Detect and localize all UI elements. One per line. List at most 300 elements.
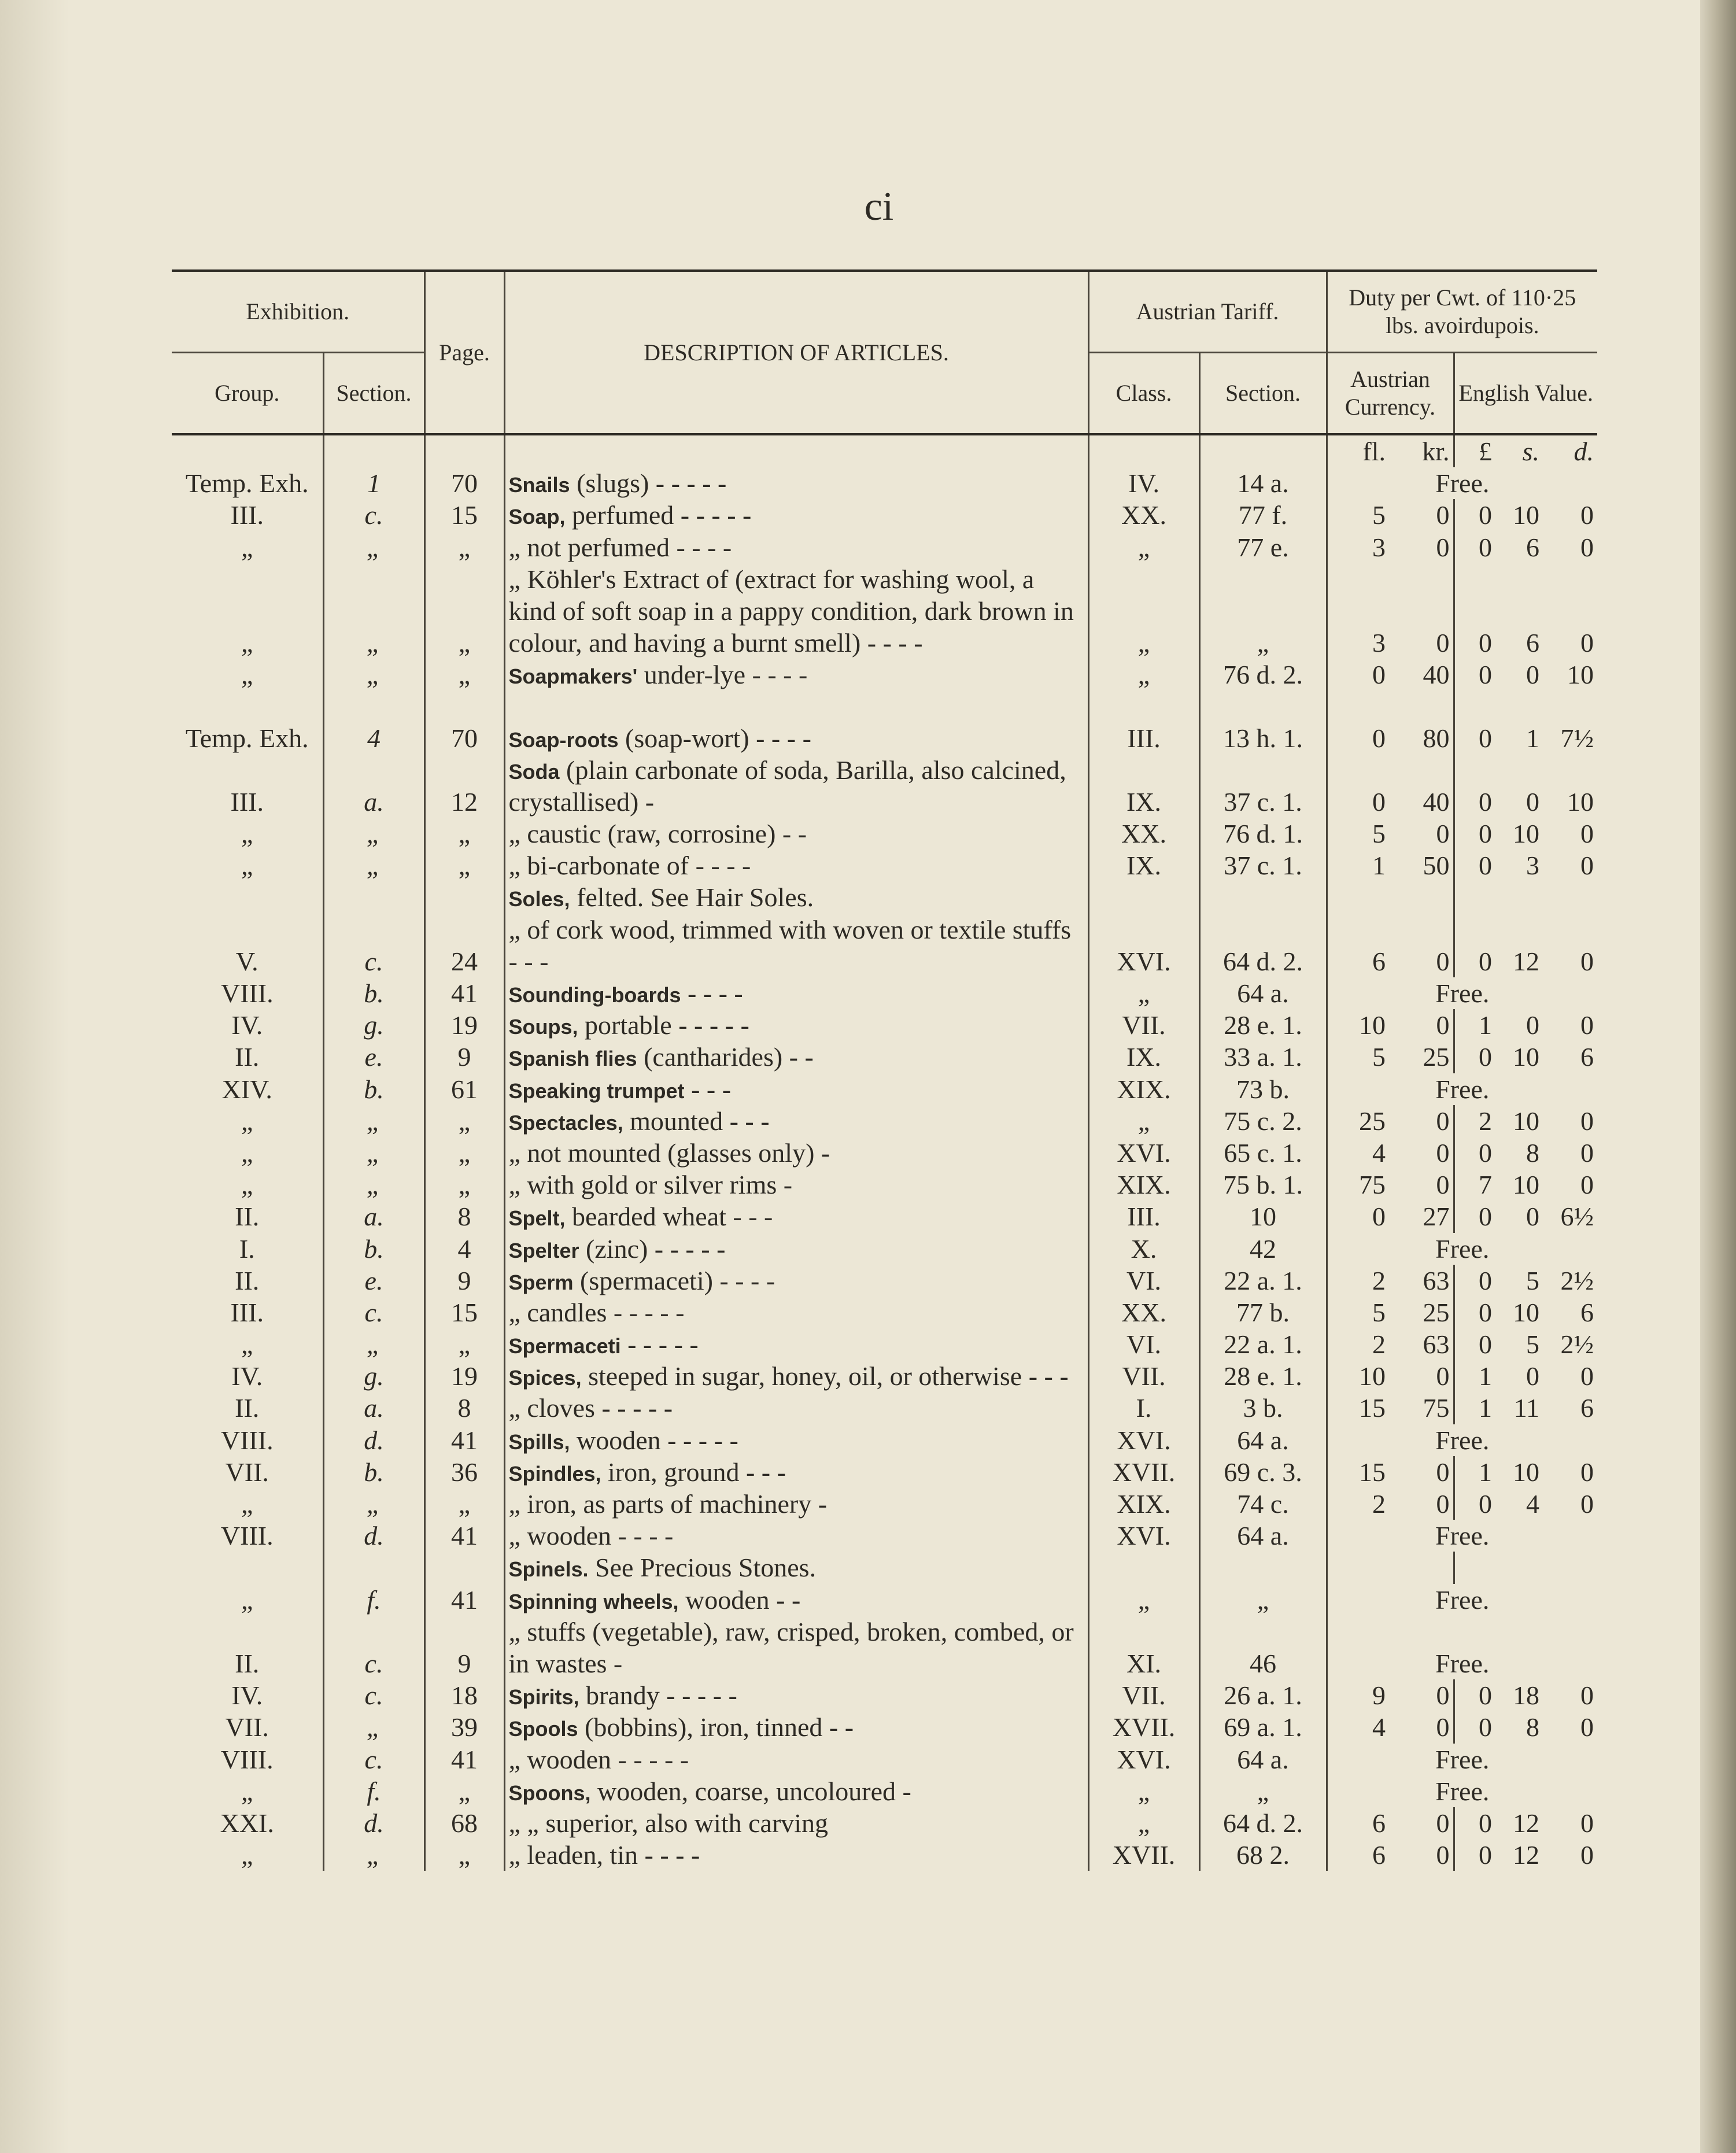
article-text: (slugs) - - - - - bbox=[570, 468, 727, 498]
kreuzer-cell bbox=[1389, 881, 1454, 913]
article-text: „ iron, as parts of machinery - bbox=[508, 1489, 828, 1519]
free-cell: Free. bbox=[1327, 1233, 1597, 1265]
tariff-section-cell: 77 b. bbox=[1199, 1297, 1327, 1328]
table-row bbox=[172, 1360, 1597, 1392]
section-cell: „ bbox=[323, 1488, 424, 1520]
group-cell: „ bbox=[241, 532, 253, 562]
tariff-section-cell: „ bbox=[1199, 1775, 1327, 1807]
pence-cell: 2½ bbox=[1560, 1330, 1594, 1360]
group-cell: II. bbox=[235, 1393, 260, 1423]
table-row bbox=[172, 881, 1597, 913]
tariff-section-cell: 75 c. 2. bbox=[1199, 1105, 1327, 1137]
header-page: Page. bbox=[424, 271, 504, 434]
pence-cell: 6 bbox=[1580, 1297, 1594, 1327]
group-cell: „ bbox=[241, 1840, 253, 1870]
pound-cell: 2 bbox=[1454, 1105, 1495, 1137]
pound-cell: 0 bbox=[1454, 1265, 1495, 1297]
article-text: - - - - - bbox=[620, 1330, 699, 1360]
page-cell: 36 bbox=[424, 1456, 504, 1488]
class-cell: VI. bbox=[1088, 1328, 1199, 1360]
class-cell: „ bbox=[1088, 1105, 1199, 1137]
article-text: (spermaceti) - - - - bbox=[573, 1265, 775, 1295]
article-text: wooden - - - - - bbox=[570, 1425, 738, 1455]
group-cell: VIII. bbox=[220, 1425, 274, 1455]
page-cell: „ bbox=[424, 659, 504, 690]
pence-cell bbox=[1543, 881, 1597, 913]
page-cell bbox=[424, 1552, 504, 1583]
class-cell: „ bbox=[1088, 563, 1199, 659]
page-cell: 41 bbox=[424, 1520, 504, 1552]
shilling-cell: 1 bbox=[1526, 723, 1539, 753]
tariff-section-cell: 68 2. bbox=[1199, 1839, 1327, 1871]
kreuzer-cell bbox=[1389, 1552, 1454, 1583]
article-text: bearded wheat - - - bbox=[565, 1202, 773, 1232]
description-cell bbox=[504, 1584, 1088, 1616]
table-row bbox=[172, 531, 1597, 563]
pound-cell: 0 bbox=[1454, 722, 1495, 754]
pence-cell: 0 bbox=[1580, 1170, 1594, 1200]
pound-cell: 0 bbox=[1454, 914, 1495, 977]
pence-cell: 7½ bbox=[1560, 723, 1594, 753]
kreuzer-cell: 63 bbox=[1423, 1265, 1450, 1295]
pence-cell: 0 bbox=[1580, 1106, 1594, 1136]
class-cell: „ bbox=[1088, 659, 1199, 690]
page-cell: 8 bbox=[424, 1201, 504, 1232]
section-cell: „ bbox=[323, 563, 424, 659]
group-cell: „ bbox=[241, 1585, 253, 1615]
page-cell: 41 bbox=[424, 1744, 504, 1775]
article-text: mounted - - - bbox=[623, 1106, 770, 1136]
class-cell: XVII. bbox=[1088, 1839, 1199, 1871]
group-cell: „ bbox=[241, 628, 253, 658]
florin-cell: 4 bbox=[1327, 1137, 1389, 1169]
shilling-cell: 0 bbox=[1526, 1361, 1539, 1391]
florin-cell: 0 bbox=[1327, 659, 1389, 690]
article-keyword: Spanish flies bbox=[508, 1047, 637, 1071]
group-cell: V. bbox=[235, 946, 258, 976]
tariff-section-cell: 28 e. 1. bbox=[1199, 1360, 1327, 1392]
article-keyword: Spinels. bbox=[508, 1557, 589, 1582]
table-row bbox=[172, 977, 1597, 1009]
section-cell: d. bbox=[323, 1424, 424, 1456]
section-cell: „ bbox=[323, 659, 424, 690]
group-cell bbox=[172, 1552, 323, 1583]
description-cell bbox=[504, 563, 1088, 659]
article-text: „ wooden - - - - - bbox=[508, 1744, 689, 1774]
pence-cell: 0 bbox=[1580, 1840, 1594, 1870]
table-row bbox=[172, 499, 1597, 531]
article-keyword: Spools bbox=[508, 1717, 578, 1741]
article-keyword: Spoons, bbox=[508, 1781, 591, 1805]
class-cell: XVI. bbox=[1088, 1520, 1199, 1552]
table-row bbox=[172, 1297, 1597, 1328]
section-cell: a. bbox=[323, 754, 424, 818]
tariff-section-cell: 64 a. bbox=[1199, 1520, 1327, 1552]
shilling-cell: 10 bbox=[1513, 500, 1539, 530]
page-cell: „ bbox=[424, 1169, 504, 1201]
class-cell: XVI. bbox=[1088, 914, 1199, 977]
table-row bbox=[172, 1328, 1597, 1360]
group-cell: „ bbox=[241, 1776, 253, 1806]
table-row bbox=[172, 1711, 1597, 1743]
article-text: „ stuffs (vegetable), raw, crisped, broken, combed, or in wastes - bbox=[508, 1616, 1074, 1678]
pence-cell: 2½ bbox=[1560, 1265, 1594, 1295]
shilling-cell: 18 bbox=[1513, 1681, 1539, 1711]
table-row bbox=[172, 659, 1597, 690]
group-cell: „ bbox=[241, 660, 253, 690]
table-row bbox=[172, 1073, 1597, 1105]
free-cell: Free. bbox=[1327, 1424, 1597, 1456]
kreuzer-cell: 0 bbox=[1436, 628, 1450, 658]
section-cell: c. bbox=[323, 1679, 424, 1711]
group-cell: VII. bbox=[225, 1457, 269, 1487]
pence-cell: 0 bbox=[1580, 819, 1594, 849]
section-cell: e. bbox=[323, 1265, 424, 1297]
shilling-cell bbox=[1495, 881, 1543, 913]
shilling-cell: 0 bbox=[1526, 660, 1539, 690]
florin-cell: 2 bbox=[1327, 1488, 1389, 1520]
group-cell: „ bbox=[241, 1138, 253, 1168]
tariff-section-cell: 46 bbox=[1199, 1616, 1327, 1679]
page-cell: „ bbox=[424, 818, 504, 850]
header-tariff-section: Section. bbox=[1199, 353, 1327, 435]
florin-cell: 9 bbox=[1327, 1679, 1389, 1711]
pound-cell: 1 bbox=[1454, 1456, 1495, 1488]
page-cell: 41 bbox=[424, 1584, 504, 1616]
header-group: Group. bbox=[215, 380, 280, 406]
group-cell: IV. bbox=[231, 1681, 263, 1711]
tariff-section-cell: 64 d. 2. bbox=[1199, 1807, 1327, 1839]
section-cell: c. bbox=[323, 1744, 424, 1775]
group-cell: Temp. Exh. bbox=[185, 723, 309, 753]
group-cell: „ bbox=[241, 819, 253, 849]
section-cell: „ bbox=[323, 1137, 424, 1169]
tariff-section-cell: 26 a. 1. bbox=[1199, 1679, 1327, 1711]
shilling-cell: 6 bbox=[1526, 628, 1539, 658]
section-cell: a. bbox=[323, 1201, 424, 1232]
group-cell: III. bbox=[230, 1297, 264, 1327]
shilling-cell: 0 bbox=[1526, 1202, 1539, 1232]
florin-cell: 0 bbox=[1327, 754, 1389, 818]
florin-cell: 5 bbox=[1327, 499, 1389, 531]
article-keyword: Soap, bbox=[508, 505, 566, 529]
kreuzer-cell: 63 bbox=[1423, 1330, 1450, 1360]
pence-cell: 10 bbox=[1567, 660, 1594, 690]
description-cell bbox=[504, 1839, 1088, 1871]
free-cell: Free. bbox=[1327, 467, 1597, 499]
table-row bbox=[172, 1807, 1597, 1839]
article-text: „ caustic (raw, corrosine) - - bbox=[508, 819, 807, 849]
tariff-section-cell: 22 a. 1. bbox=[1199, 1328, 1327, 1360]
free-cell: Free. bbox=[1327, 1073, 1597, 1105]
tariff-section-cell: 73 b. bbox=[1199, 1073, 1327, 1105]
florin-cell: 5 bbox=[1327, 818, 1389, 850]
pence-cell: 0 bbox=[1580, 1808, 1594, 1838]
pound-cell bbox=[1454, 1552, 1495, 1583]
page-cell: „ bbox=[424, 1137, 504, 1169]
class-cell: IX. bbox=[1088, 850, 1199, 881]
tariff-section-cell: 65 c. 1. bbox=[1199, 1137, 1327, 1169]
table-row bbox=[172, 1679, 1597, 1711]
table-row bbox=[172, 722, 1597, 754]
pound-cell: 0 bbox=[1454, 850, 1495, 881]
kreuzer-cell: 0 bbox=[1436, 1489, 1450, 1519]
article-text: wooden, coarse, uncoloured - bbox=[590, 1776, 911, 1806]
section-cell: c. bbox=[323, 499, 424, 531]
pound-cell: 0 bbox=[1454, 1041, 1495, 1073]
section-cell: d. bbox=[323, 1807, 424, 1839]
article-keyword: Spelt, bbox=[508, 1206, 566, 1231]
description-cell bbox=[504, 531, 1088, 563]
article-text: iron, ground - - - bbox=[601, 1457, 786, 1487]
pound-cell: 0 bbox=[1454, 531, 1495, 563]
free-cell: Free. bbox=[1327, 1584, 1597, 1616]
group-cell: II. bbox=[235, 1042, 260, 1072]
table-row bbox=[172, 754, 1597, 818]
table-row bbox=[172, 1584, 1597, 1616]
pence-cell: 0 bbox=[1580, 851, 1594, 881]
shilling-cell: 10 bbox=[1513, 1297, 1539, 1327]
pound-cell bbox=[1454, 881, 1495, 913]
table-row bbox=[172, 1233, 1597, 1265]
tariff-section-cell: 64 a. bbox=[1199, 977, 1327, 1009]
table-body bbox=[172, 434, 1597, 1871]
tariff-section-cell: 64 d. 2. bbox=[1199, 914, 1327, 977]
page-cell: 19 bbox=[424, 1360, 504, 1392]
pence-cell: 0 bbox=[1580, 1361, 1594, 1391]
group-cell: Temp. Exh. bbox=[185, 468, 309, 498]
class-cell: IX. bbox=[1088, 1041, 1199, 1073]
header-exhibition: Exhibition. bbox=[172, 271, 424, 353]
kreuzer-cell: 0 bbox=[1436, 946, 1450, 976]
shilling-cell: 5 bbox=[1526, 1265, 1539, 1295]
article-keyword: Spindles, bbox=[508, 1461, 601, 1486]
description-cell bbox=[504, 881, 1088, 913]
description-cell bbox=[504, 467, 1088, 499]
group-cell: IV. bbox=[231, 1361, 263, 1391]
florin-cell bbox=[1327, 1552, 1389, 1583]
class-cell: XX. bbox=[1088, 818, 1199, 850]
page-cell: „ bbox=[424, 1328, 504, 1360]
description-cell bbox=[504, 914, 1088, 977]
shilling-cell: 5 bbox=[1526, 1330, 1539, 1360]
page-cell: 9 bbox=[424, 1041, 504, 1073]
kreuzer-cell: 40 bbox=[1423, 660, 1450, 690]
article-text: See Precious Stones. bbox=[588, 1553, 817, 1583]
table-row bbox=[172, 1392, 1597, 1424]
section-cell: „ bbox=[323, 531, 424, 563]
description-cell bbox=[504, 1488, 1088, 1520]
group-cell: „ bbox=[241, 851, 253, 881]
tariff-section-cell: 3 b. bbox=[1199, 1392, 1327, 1424]
section-cell: c. bbox=[323, 1297, 424, 1328]
group-cell: „ bbox=[241, 1330, 253, 1360]
kreuzer-cell: 0 bbox=[1436, 1457, 1450, 1487]
florin-cell: 10 bbox=[1327, 1009, 1389, 1041]
article-keyword: Spinning wheels, bbox=[508, 1589, 679, 1613]
unit-shilling: s. bbox=[1522, 437, 1539, 466]
page-cell: „ bbox=[424, 1105, 504, 1137]
pence-cell: 0 bbox=[1580, 1489, 1594, 1519]
free-cell: Free. bbox=[1327, 977, 1597, 1009]
article-text: steeped in sugar, honey, oil, or otherwise - - - bbox=[581, 1361, 1069, 1391]
section-cell: „ bbox=[323, 1169, 424, 1201]
article-keyword: Soapmakers' bbox=[508, 664, 638, 689]
description-cell bbox=[504, 1328, 1088, 1360]
kreuzer-cell: 0 bbox=[1436, 1010, 1450, 1040]
table-row bbox=[172, 1137, 1597, 1169]
pound-cell: 1 bbox=[1454, 1392, 1495, 1424]
article-text: „ wooden - - - - bbox=[508, 1521, 674, 1551]
article-text: wooden - - bbox=[678, 1585, 801, 1615]
group-cell: III. bbox=[230, 786, 264, 817]
class-cell: III. bbox=[1088, 722, 1199, 754]
group-cell: VII. bbox=[225, 1712, 269, 1742]
page-cell: 4 bbox=[424, 1233, 504, 1265]
pound-cell: 0 bbox=[1454, 1839, 1495, 1871]
article-keyword: Spectacles, bbox=[508, 1110, 623, 1135]
class-cell: „ bbox=[1088, 1584, 1199, 1616]
unit-kr: kr. bbox=[1422, 437, 1450, 466]
page-cell: 41 bbox=[424, 1424, 504, 1456]
article-keyword: Sounding-boards bbox=[508, 983, 681, 1007]
tariff-section-cell: 37 c. 1. bbox=[1199, 850, 1327, 881]
article-keyword: Spelter bbox=[508, 1238, 579, 1262]
section-cell: „ bbox=[323, 1328, 424, 1360]
book-spine bbox=[1700, 0, 1736, 2153]
article-text: „ not perfumed - - - - bbox=[508, 532, 732, 562]
group-cell: I. bbox=[239, 1234, 255, 1264]
shilling-cell: 10 bbox=[1513, 1170, 1539, 1200]
description-cell bbox=[504, 1073, 1088, 1105]
article-text: „ of cork wood, trimmed with woven or textile stuffs - - - bbox=[508, 914, 1072, 976]
tariff-section-cell: 13 h. 1. bbox=[1199, 722, 1327, 754]
pence-cell: 0 bbox=[1580, 500, 1594, 530]
shilling-cell: 8 bbox=[1526, 1712, 1539, 1742]
description-cell bbox=[504, 850, 1088, 881]
table-row bbox=[172, 1744, 1597, 1775]
description-cell bbox=[504, 499, 1088, 531]
class-cell: VI. bbox=[1088, 1265, 1199, 1297]
section-cell: „ bbox=[323, 818, 424, 850]
florin-cell: 25 bbox=[1327, 1105, 1389, 1137]
unit-fl: fl. bbox=[1327, 434, 1389, 467]
pound-cell: 0 bbox=[1454, 1711, 1495, 1743]
class-cell: VII. bbox=[1088, 1360, 1199, 1392]
article-keyword: Speaking trumpet bbox=[508, 1079, 685, 1103]
kreuzer-cell: 0 bbox=[1436, 500, 1450, 530]
florin-cell: 3 bbox=[1327, 563, 1389, 659]
header-austrian-tariff: Austrian Tariff. bbox=[1088, 271, 1327, 353]
table-row bbox=[172, 1041, 1597, 1073]
page-cell: „ bbox=[424, 1775, 504, 1807]
table-row bbox=[172, 1488, 1597, 1520]
description-cell bbox=[504, 1137, 1088, 1169]
pound-cell: 0 bbox=[1454, 499, 1495, 531]
table-row bbox=[172, 850, 1597, 881]
pence-cell: 0 bbox=[1580, 628, 1594, 658]
class-cell: XIX. bbox=[1088, 1169, 1199, 1201]
description-cell bbox=[504, 1552, 1088, 1583]
page-cell: „ bbox=[424, 1488, 504, 1520]
table-row bbox=[172, 1552, 1597, 1583]
florin-cell: 3 bbox=[1327, 531, 1389, 563]
article-keyword: Soda bbox=[508, 759, 560, 784]
section-cell: 1 bbox=[323, 467, 424, 499]
page-cell: 70 bbox=[424, 467, 504, 499]
table-row bbox=[172, 563, 1597, 659]
free-cell: Free. bbox=[1327, 1616, 1597, 1679]
class-cell: XX. bbox=[1088, 1297, 1199, 1328]
description-cell bbox=[504, 1744, 1088, 1775]
pound-cell: 0 bbox=[1454, 563, 1495, 659]
free-cell: Free. bbox=[1327, 1744, 1597, 1775]
class-cell: III. bbox=[1088, 1201, 1199, 1232]
tariff-section-cell: 64 a. bbox=[1199, 1424, 1327, 1456]
class-cell: „ bbox=[1088, 531, 1199, 563]
description-cell bbox=[504, 1456, 1088, 1488]
description-cell bbox=[504, 1009, 1088, 1041]
florin-cell: 15 bbox=[1327, 1456, 1389, 1488]
section-cell: e. bbox=[323, 1041, 424, 1073]
shilling-cell: 4 bbox=[1526, 1489, 1539, 1519]
tariff-section-cell: 77 e. bbox=[1199, 531, 1327, 563]
page-cell: 68 bbox=[424, 1807, 504, 1839]
description-cell bbox=[504, 1520, 1088, 1552]
shilling-cell: 12 bbox=[1513, 1808, 1539, 1838]
class-cell: XVII. bbox=[1088, 1456, 1199, 1488]
pence-cell: 0 bbox=[1580, 946, 1594, 976]
table-row bbox=[172, 818, 1597, 850]
tariff-section-cell: 74 c. bbox=[1199, 1488, 1327, 1520]
article-keyword: Soles, bbox=[508, 887, 570, 911]
section-cell: f. bbox=[323, 1584, 424, 1616]
article-text: portable - - - - - bbox=[578, 1010, 749, 1040]
header-english-value: English Value. bbox=[1454, 353, 1597, 435]
tariff-section-cell: 64 a. bbox=[1199, 1744, 1327, 1775]
article-keyword: Spermaceti bbox=[508, 1334, 621, 1358]
kreuzer-cell: 25 bbox=[1423, 1042, 1450, 1072]
article-text: (bobbins), iron, tinned - - bbox=[578, 1712, 854, 1742]
page-cell: 8 bbox=[424, 1392, 504, 1424]
section-cell bbox=[323, 1552, 424, 1583]
page-cell: 61 bbox=[424, 1073, 504, 1105]
description-cell bbox=[504, 1265, 1088, 1297]
tariff-section-cell: 33 a. 1. bbox=[1199, 1041, 1327, 1073]
florin-cell: 5 bbox=[1327, 1297, 1389, 1328]
article-text: „ „ superior, also with carving bbox=[508, 1808, 829, 1838]
group-cell: II. bbox=[235, 1648, 260, 1678]
table-row bbox=[172, 1009, 1597, 1041]
shilling-cell: 10 bbox=[1513, 1457, 1539, 1487]
group-cell: VIII. bbox=[220, 978, 274, 1008]
tariff-section-cell: 37 c. 1. bbox=[1199, 754, 1327, 818]
shilling-cell: 3 bbox=[1526, 851, 1539, 881]
class-cell bbox=[1088, 1552, 1199, 1583]
table-row bbox=[172, 914, 1597, 977]
page-cell: 12 bbox=[424, 754, 504, 818]
table-row bbox=[172, 1456, 1597, 1488]
section-cell: g. bbox=[323, 1360, 424, 1392]
pound-cell: 0 bbox=[1454, 818, 1495, 850]
unit-pence: d. bbox=[1574, 437, 1594, 466]
header-class: Class. bbox=[1088, 353, 1199, 435]
pound-cell: 0 bbox=[1454, 1328, 1495, 1360]
pound-cell: 0 bbox=[1454, 1297, 1495, 1328]
florin-cell: 75 bbox=[1327, 1169, 1389, 1201]
pound-cell: 0 bbox=[1454, 1137, 1495, 1169]
header-duty: Duty per Cwt. of 110·25 lbs. avoirdupois. bbox=[1327, 271, 1597, 353]
